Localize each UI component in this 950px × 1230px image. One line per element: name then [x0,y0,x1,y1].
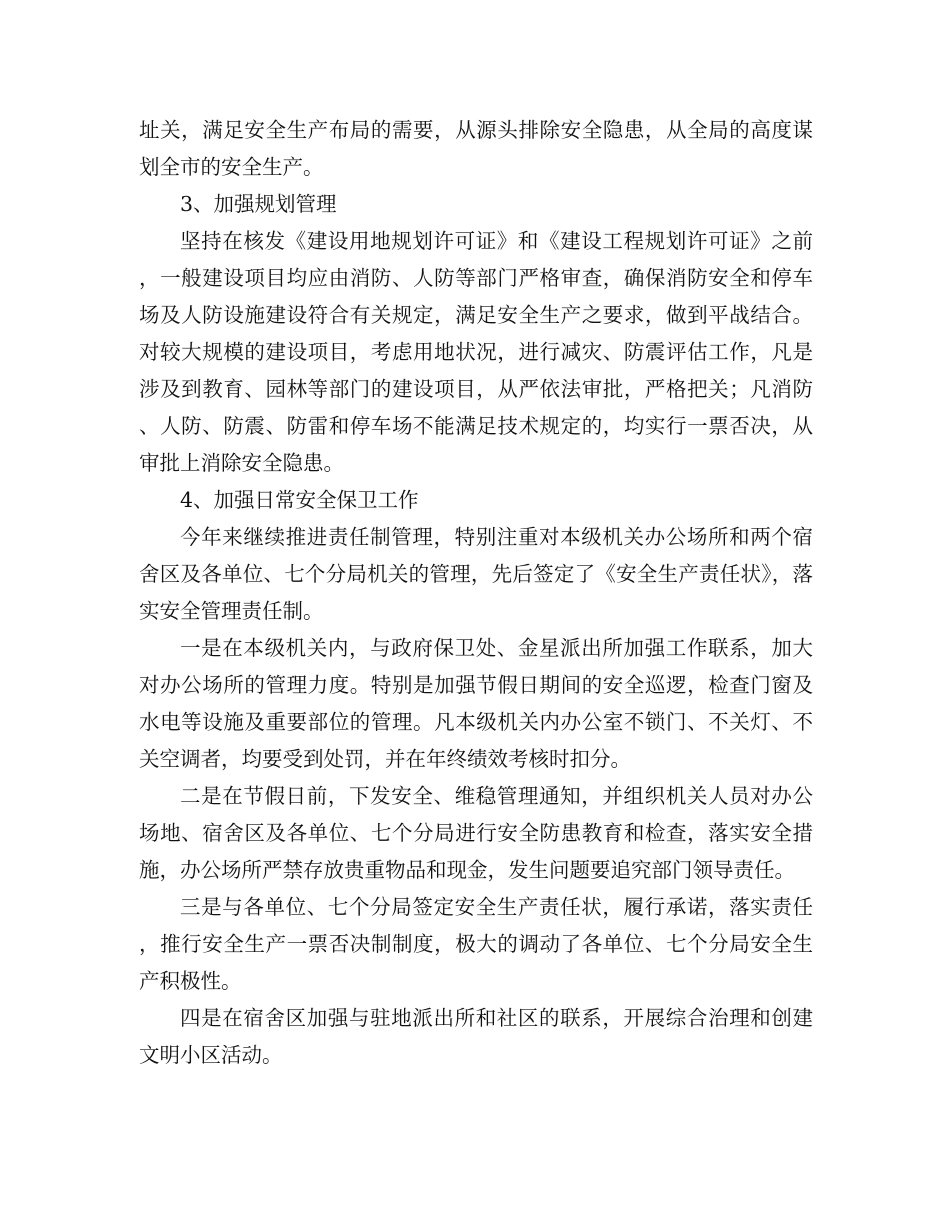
paragraph-item-two: 二是在节假日前，下发安全、维稳管理通知，并组织机关人员对办公场地、宿舍区及各单位、七个分局进行安全防患教育和检查，落实安全措施，办公场所严禁存放贵重物品和现金，发生问题要追究部门领导责任。 [139,784,813,882]
paragraph-item-four: 四是在宿舍区加强与驻地派出所和社区的联系，开展综合治理和创建文明小区活动。 [139,1006,813,1067]
section-heading-security: 4、加强日常安全保卫工作 [180,488,419,512]
paragraph-continued: 址关，满足安全生产布局的需要，从源头排除安全隐患，从全局的高度谋划全市的安全生产。 [139,118,813,179]
paragraph-item-one: 一是在本级机关内，与政府保卫处、金星派出所加强工作联系，加大对办公场所的管理力度。特别是加强节假日期间的安全巡逻，检查门窗及水电等设施及重要部位的管理。凡本级机关内办公室不锁门、不关灯、不关空调者，均要受到处罚，并在年终绩效考核时扣分。 [139,636,813,771]
paragraph-responsibility: 今年来继续推进责任制管理，特别注重对本级机关办公场所和两个宿舍区及各单位、七个分局机关的管理，先后签定了《安全生产责任状》，落实安全管理责任制。 [139,525,813,623]
paragraph-item-three: 三是与各单位、七个分局签定安全生产责任状，履行承诺，落实责任，推行安全生产一票否决制制度，极大的调动了各单位、七个分局安全生产积极性。 [139,895,813,993]
section-heading-planning: 3、加强规划管理 [180,192,337,216]
paragraph-planning: 坚持在核发《建设用地规划许可证》和《建设工程规划许可证》之前，一般建设项目均应由消防、人防等部门严格审查，确保消防安全和停车场及人防设施建设符合有关规定，满足安全生产之要求，做到平战结合。对较大规模的建设项目，考虑用地状况，进行减灾、防震评估工作，凡是涉及到教育、园林等部门的建设项目，从严依法审批，严格把关；凡消防、人防、防震、防雷和停车场不能满足技术规定的，均实行一票否决，从审批上消除安全隐患。 [139,229,813,475]
document-body [139,112,813,1074]
